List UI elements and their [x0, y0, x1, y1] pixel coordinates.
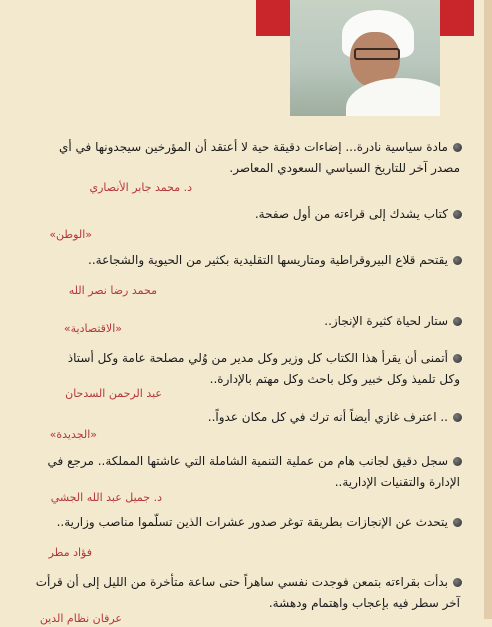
bullet-icon — [453, 578, 462, 587]
quote-9-source: عرفان نظام الدين — [39, 612, 122, 625]
quote-7-line-2: الإدارة والتقنيات الإدارية.. — [334, 475, 460, 489]
quote-5-line-1: أتمنى أن يقرأ هذا الكتاب كل وزير وكل مدير من وُلي مصلحة عامة وكل أستاذ — [68, 348, 462, 368]
bullet-icon — [453, 354, 462, 363]
bullet-icon — [453, 317, 462, 326]
quote-8-line-1: يتحدث عن الإنجازات بطريقة توغر صدور عشرات الذين تسلّموا مناصب وزارية.. — [57, 512, 462, 532]
quote-9-line-2: آخر سطر فيه بإعجاب واهتمام ودهشة. — [268, 596, 460, 610]
bullet-icon — [453, 210, 462, 219]
quote-1-source: د. محمد جابر الأنصاري — [89, 181, 192, 194]
quote-5-line-2: وكل تلميذ وكل خبير وكل باحث وكل مهتم بالإدارة.. — [209, 372, 460, 386]
bullet-icon — [453, 518, 462, 527]
bullet-icon — [453, 457, 462, 466]
quote-3-line-1: يقتحم قلاع البيروقراطية ومتاريسها التقليدية بكثير من الحيوية والشجاعة.. — [88, 250, 462, 270]
quote-3-source: محمد رضا نصر الله — [68, 284, 157, 297]
bullet-icon — [453, 256, 462, 265]
quote-2-source: «الوطن» — [49, 228, 92, 241]
quote-7-source: د. جميل عبد الله الجشي — [50, 491, 162, 504]
quote-8-source: فؤاد مطر — [48, 546, 92, 559]
quote-4-line-1: ستار لحياة كثيرة الإنجاز.. — [324, 311, 462, 331]
quote-2-line-1: كتاب يشدك إلى قراءته من أول صفحة. — [255, 204, 462, 224]
quote-1-line-1: مادة سياسية نادرة... إضاءات دقيقة حية لا أعتقد أن المؤرخين سيجدونها في أي — [59, 137, 462, 157]
quote-1-line-2: مصدر آخر للتاريخ السياسي السعودي المعاصر. — [229, 161, 460, 175]
quote-5-source: عبد الرحمن السدحان — [65, 387, 162, 400]
quote-7-line-1: سجل دقيق لجانب هام من عملية التنمية الشاملة التي عاشتها المملكة.. مرجع في — [48, 451, 462, 471]
bullet-icon — [453, 143, 462, 152]
bullet-icon — [453, 413, 462, 422]
quote-9-line-1: بدأت بقراءته بتمعن فوجدت نفسي ساهراً حتى ساعة متأخرة من الليل إلى أن قرأت — [36, 572, 462, 592]
quote-6-line-1: .. اعترف غازي أيضاً أنه ترك في كل مكان عدواً.. — [208, 407, 462, 427]
quote-4-source: «الاقتصادية» — [63, 322, 122, 335]
quote-6-source: «الجديدة» — [49, 428, 97, 441]
